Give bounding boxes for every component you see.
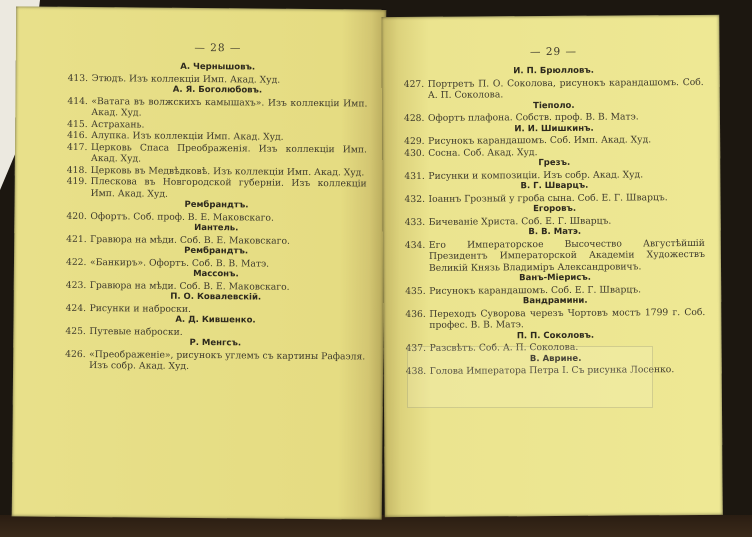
entry-text: «Ватага въ волжскихъ камышахъ». Изъ коллекціи Имп. Акад. Худ. [91, 95, 368, 119]
artist-heading: А. Д. Кившенко. [175, 314, 256, 326]
right-entries [404, 65, 706, 378]
entry-text: Іоаннъ Грозный у гроба сына. Соб. Е. Г. Шварцъ. [428, 191, 668, 205]
entry-text: Рисунокъ карандашомъ. Соб. Имп. Акад. Худ. [428, 134, 652, 147]
entry-text: Астрахань. [91, 118, 145, 131]
left-page [12, 6, 386, 519]
catalogue-entry [67, 141, 367, 167]
entry-text: Церковь въ Медвѣдковѣ. Изъ коллекціи Имп. Акад. Худ. [90, 164, 365, 178]
page-number: — 29 — [529, 45, 578, 59]
entry-number: 425. [65, 325, 86, 337]
entry-text: Гравюра на мѣди. Соб. В. Е. Маковскаго. [89, 279, 290, 293]
artist-heading: Тіеполо. [533, 100, 575, 111]
artist-heading: П. П. Соколовъ. [516, 330, 595, 341]
entry-text: «Преображеніе», рисунокъ углемъ съ картины Рафаэля. Изъ собр. Акад. Худ. [89, 348, 366, 372]
left-entries [65, 61, 368, 374]
entry-number: 438. [405, 365, 427, 378]
entry-number: 418. [66, 164, 88, 176]
catalogue-entry [67, 95, 367, 121]
entry-text: Алупка. Изъ коллекціи Имп. Акад. Худ. [91, 130, 284, 143]
artist-heading: Ванъ-Міерисъ. [519, 272, 592, 284]
entry-text: Бичеваніе Христа. Соб. Е. Г. Шварцъ. [428, 215, 612, 228]
artist-heading: И. И. Шишкинъ. [514, 123, 594, 134]
entry-number: 413. [67, 72, 89, 84]
entry-text: Гравюра на мѣди. Соб. В. Е. Маковскаго. [90, 233, 291, 247]
artist-heading: Рембрандтъ. [184, 199, 249, 211]
entry-number: 417. [66, 141, 88, 153]
entry-number: 431. [404, 170, 425, 182]
entry-text: Путевые наброски. [89, 325, 183, 338]
entry-number: 433. [404, 216, 426, 228]
entry-number: 419. [66, 175, 88, 188]
tape-patch [407, 346, 653, 408]
entry-number: 437. [405, 342, 427, 355]
artist-heading: Вандрамини. [522, 295, 588, 307]
artist-heading: И. П. Брюлловъ. [513, 65, 595, 77]
entry-number: 423. [65, 279, 87, 291]
catalogue-entry [405, 306, 705, 331]
entry-text: Этюдъ. Изъ коллекціи Имп. Акад. Худ. [91, 72, 281, 86]
page-number: — 28 — [194, 41, 242, 55]
entry-number: 420. [66, 210, 87, 222]
right-page [381, 15, 722, 517]
entry-text: Рисунки и композиціи. Изъ собр. Акад. Худ. [428, 168, 644, 182]
entry-number: 430. [404, 147, 425, 159]
entry-number: 428. [403, 112, 425, 125]
artist-heading: В. Аврине. [529, 353, 582, 364]
artist-heading: Иантель. [194, 222, 239, 234]
artist-heading: Егоровъ. [533, 203, 577, 215]
catalogue-entry [404, 76, 704, 101]
entry-text: Церковь Спаса Преображенія. Изъ коллекціи Имп. Акад. Худ. [90, 141, 368, 165]
entry-text: Разсвѣтъ. Соб. А. П. Соколова. [429, 341, 579, 354]
entry-text: Офортъ плафона. Собств. проф. В. В. Матэ. [427, 111, 639, 124]
entry-text: «Банкиръ». Офортъ. Соб. В. В. Матэ. [89, 256, 270, 270]
entry-number: 436. [405, 308, 426, 320]
artist-heading: А. Я. Боголюбовъ. [172, 84, 263, 96]
entry-text: Рисунокъ карандашомъ. Соб. Е. Г. Шварцъ. [429, 283, 642, 297]
entry-text: Голова Императора Петра I. Съ рисунка Лосенко. [429, 364, 675, 377]
entry-number: 414. [67, 95, 88, 107]
entry-number: 435. [405, 285, 426, 297]
entry-number: 427. [403, 78, 425, 90]
artist-heading: А. Чернышовъ. [180, 61, 256, 73]
artist-heading: Грезъ. [538, 157, 571, 169]
artist-heading: В. В. Матэ. [528, 226, 582, 238]
catalogue-entry [405, 237, 705, 274]
artist-heading: Массонъ. [193, 268, 239, 280]
entry-text: Его Императорское Высочество Августѣйшій Президентъ Императорской Академіи Художествъ Великій Князь Владиміръ Александровичъ. [428, 237, 705, 274]
entry-number: 421. [66, 233, 87, 245]
entry-text: Офортъ. Соб. проф. В. Е. Маковскаго. [90, 210, 274, 224]
entry-number: 426. [65, 348, 86, 360]
catalogue-entry [65, 348, 365, 374]
entry-number: 429. [404, 135, 425, 148]
artist-heading: Рембрандтъ. [184, 245, 249, 257]
catalogue-entry [404, 111, 704, 125]
catalogue-entry [67, 176, 367, 202]
entry-number: 416. [67, 129, 88, 142]
artist-heading: П. О. Ковалевскій. [170, 291, 262, 303]
artist-heading: Р. Менгсъ. [189, 337, 242, 349]
entry-text: Плескова въ Новгородской губерніи. Изъ коллекціи Имп. Акад. Худ. [90, 176, 367, 200]
entry-number: 432. [404, 193, 426, 205]
entry-number: 422. [65, 256, 87, 268]
entry-number: 415. [67, 118, 88, 130]
entry-text: Сосна. Соб. Акад. Худ. [428, 146, 538, 159]
artist-heading: В. Г. Шварцъ. [520, 180, 589, 192]
entry-number: 434. [404, 239, 426, 251]
entry-text: Переходъ Суворова черезъ Чортовъ мостъ 1799 г. Соб. профес. В. В. Матэ. [429, 306, 706, 331]
entry-text: Портретъ П. О. Соколова, рисунокъ карандашомъ. Соб. А. П. Соколова. [427, 76, 704, 101]
entry-text: Рисунки и наброски. [89, 302, 191, 315]
entry-number: 424. [65, 302, 87, 314]
